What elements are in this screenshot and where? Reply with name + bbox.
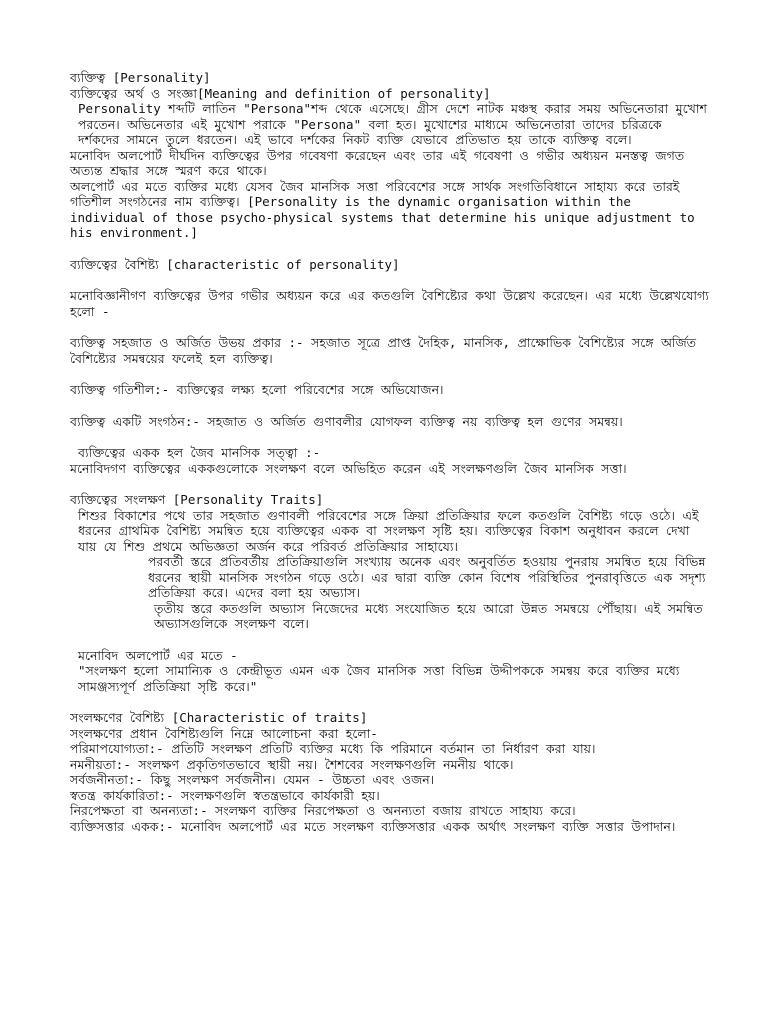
trait-unit-of-personality: ব্যক্তিসত্তার একক:- মনোবিদ অলপোর্ট এর মতে সংলক্ষণ ব্যক্তিসত্তার একক অর্থাৎ সংলক্ষণ ব্যক্তি সত্তার উপাদান। [70,818,676,834]
meaning-paragraph-origin: Personality শব্দটি লাতিন "Persona"শব্দ থেকে এসেছে। গ্রীস দেশে নাটক মঞ্চস্থ করার সময় অভিনেতারা মুখোশ পরতেন। অভিনেতার এই মুখোশ পরাকে "Persona" বলা হত। মুখোশের মাধ্যমে অভিনেতারা তাদের চরিত্রকে দর্শকদের সামনে তুলে ধরতেন। এই ভাবে দর্শকের নিকট ব্যক্তি যেভাবে প্রতিভাত হয় তাকে ব্যক্তিত্ব বলে। [78,101,707,147]
characteristics-heading: ব্যক্তিত্বের বৈশিষ্ট্য [characteristic of personality] [70,256,400,272]
characteristic-unit-heading: ব্যক্তিত্বের একক হল জৈব মানসিক সত্ত্বা :- [78,445,321,460]
allport-quote: "সংলক্ষণ হলো সামান্যিক ও কেন্দ্রীভূত এমন এক জৈব মানসিক সত্তা বিভিন্ন উদ্দীপককে সমন্বয় করে ব্যক্তির মধ্যে সামঞ্জস্যপূর্ণ প্রতিক্রিয়া সৃষ্টি করে।" [78,663,680,694]
traits-characteristics-heading: সংলক্ষণের বৈশিষ্ট্য [Characteristic of traits] [70,710,368,725]
document-page [70,70,710,834]
trait-flexibility: নমনীয়তা:- সংলক্ষণ প্রকৃতিগতভাবে স্থায়ী নয়। শৈশবের সংলক্ষণগুলি নমনীয় থাকে। [70,756,514,772]
characteristic-unit-text: মনোবিদগণ ব্যক্তিত্বের এককগুলোকে সংলক্ষণ বলে অভিহিত করেন এই সংলক্ষণগুলি জৈব মানসিক সত্তা। [70,460,627,476]
meaning-paragraph-definition: অলপোর্ট এর মতে ব্যক্তির মধ্যে যেসব জৈব মানসিক সত্তা পরিবেশের সঙ্গে সার্থক সংগতিবিধানে সাহায্য করে তারই গতিশীল সংগঠনের নাম ব্যক্তিত্ব। [Personality is the dynamic organisation within the individual of those psycho-physical systems that determine his unique adjustment to his environment.] [70,178,695,240]
characteristic-dynamic: ব্যক্তিত্ব গতিশীল:- ব্যক্তিত্বের লক্ষ্য হলো পরিবেশের সঙ্গে অভিযোজন। [70,382,444,397]
traits-paragraph-third: তৃতীয় স্তরে কতগুলি অভ্যাস নিজেদের মধ্যে সংযোজিত হয়ে আরো উন্নত সমন্বয়ে পৌঁছায়। এই সমন্বিত অভ্যাসগুলিকে সংলক্ষণ বলে। [154,600,703,631]
meaning-paragraph-allport: মনোবিদ অলপোর্ট দীর্ঘদিন ব্যক্তিত্বের উপর গবেষণা করেছেন এবং তার এই গবেষণা ও গভীর অধ্যয়ন মনস্তত্ব জগত অত্যন্ত শ্রদ্ধার সঙ্গে স্মরণ করে থাকে। [70,147,685,178]
meaning-heading: ব্যক্তিত্বের অর্থ ও সংজ্ঞা[Meaning and definition of personality] [70,85,491,101]
traits-characteristics-intro: সংলক্ষণের প্রধান বৈশিষ্ট্যগুলি নিম্নে আলোচনা করা হলো- [70,725,378,741]
trait-uniqueness: নিরপেক্ষতা বা অনন্যতা:- সংলক্ষণ ব্যক্তির নিরপেক্ষতা ও অনন্যতা বজায় রাখতে সাহায্য করে। [70,803,576,818]
allport-heading: মনোবিদ অলপোর্ট এর মতে - [78,647,238,663]
traits-heading: ব্যক্তিত্বের সংলক্ষণ [Personality Traits] [70,492,324,507]
trait-universality: সর্বজনীনতা:- কিছু সংলক্ষণ সর্বজনীন। যেমন - উচ্চতা এবং ওজন। [70,772,435,787]
characteristic-innate-acquired: ব্যক্তিত্ব সহজাত ও অর্জিত উভয় প্রকার :- সহজাত সূত্রে প্রাপ্ত দৈহিক, মানসিক, প্রাক্ষোভিক বৈশিষ্ট্যের সঙ্গে অর্জিত বৈশিষ্ট্যের সমন্বয়ের ফলেই হল ব্যক্তিত্ব। [70,335,697,366]
trait-measurability: পরিমাপযোগ্যতা:- প্রতিটি সংলক্ষণ প্রতিটি ব্যক্তির মধ্যে কি পরিমানে বর্তমান তা নির্ধারণ করা যায়। [70,741,596,756]
characteristic-organisation: ব্যক্তিত্ব একটি সংগঠন:- সহজাত ও অর্জিত গুণাবলীর যোগফল ব্যক্তিত্ব নয় ব্যক্তিত্ব হল গুণের সমন্বয়। [70,413,623,429]
trait-independent-function: স্বতন্ত্র কার্যকারিতা:- সংলক্ষণগুলি স্বতন্ত্রভাবে কার্যকারী হয়। [70,787,380,803]
traits-paragraph-first: শিশুর বিকাশের পথে তার সহজাত গুণাবলী পরিবেশের সঙ্গে ক্রিয়া প্রতিক্রিয়ার ফলে কতগুলি বৈশিষ্ট্য গড়ে ওঠে। এই ধরনের গ্রাথমিক বৈশিষ্ট্য সমন্বিত হয়ে ব্যক্তিত্বের একক বা সংলক্ষণ সৃষ্টি হয়। ব্যক্তিত্বের বিকাশ অনুধাবন করলে দেখা যায় যে শিশু প্রথমে অভিজ্ঞতা অর্জন করে পরিবর্ত প্রতিক্রিয়ার সাহায্যে। [78,507,699,554]
traits-paragraph-second: পরবর্তী স্তরে প্রতিবর্তীয় প্রতিক্রিয়াগুলি সংখ্যায় অনেক এবং অনুবর্তিত হওয়ায় পুনরায় সমন্বিত হয়ে বিভিন্ন ধরনের স্থায়ী মানসিক সংগঠন গড়ে ওঠে। এর দ্বারা ব্যক্তি কোন বিশেষ পরিস্থিতির পুনরাবৃত্তিতে এক সদৃশ্য প্রতিক্রিয়া করে। এদের বলা হয় অভ্যাস। [148,554,706,600]
document-title: ব্যক্তিত্ব [Personality] [70,70,211,85]
characteristics-intro: মনোবিজ্ঞানীগণ ব্যক্তিত্বের উপর গভীর অধ্যয়ন করে এর কতগুলি বৈশিষ্ট্যের কথা উল্লেখ করেছেন। এর মধ্যে উল্লেখযোগ্য হলো - [70,288,709,319]
